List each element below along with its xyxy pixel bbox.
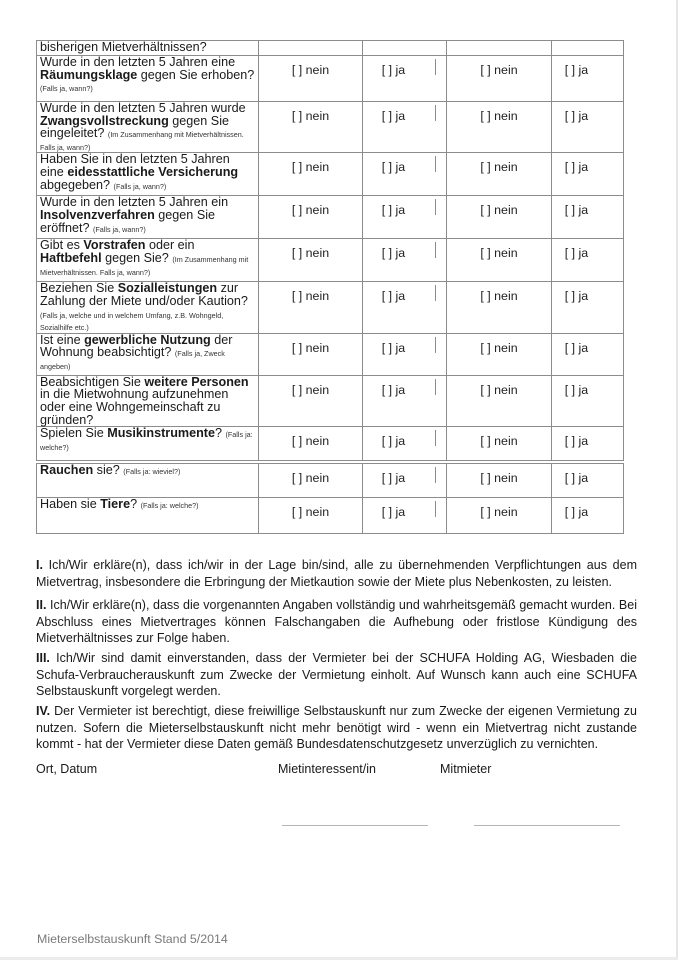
yes-label: [ ] ja	[381, 246, 406, 261]
question-hint: (Falls ja, welche und in welchem Umfang, z.B. Wohngeld, Sozialhilfe etc.)	[40, 310, 224, 333]
question-text	[37, 41, 259, 56]
question-text	[37, 239, 259, 282]
declaration-number: I.	[36, 558, 43, 572]
question-tail: zur Zahlung der Miete und/oder Kaution?	[40, 281, 248, 308]
question-keyword: eidesstattliche Versicherung	[67, 164, 239, 179]
yes-label: [ ] ja	[381, 434, 406, 449]
question-tail: sie?	[93, 463, 120, 477]
yes-label: [ ] ja	[564, 289, 589, 304]
cotenant-no-checkbox[interactable]	[447, 102, 552, 153]
cotenant-yes-checkbox[interactable]	[552, 56, 624, 102]
question-row	[37, 41, 624, 56]
question-hint: (Falls ja: welche?)	[40, 430, 253, 452]
cotenant-yes-checkbox[interactable]	[552, 427, 624, 461]
question-keyword: Räumungsklage	[40, 67, 138, 82]
applicant-no-checkbox[interactable]	[259, 56, 363, 102]
applicant-no-checkbox[interactable]	[259, 239, 363, 282]
yes-label: [ ] ja	[381, 505, 406, 519]
cotenant-no-checkbox[interactable]	[447, 427, 552, 461]
question-keyword: Tiere	[100, 497, 131, 511]
question-tail: gegen Sie?	[101, 250, 169, 265]
no-label: [ ] nein	[291, 63, 330, 77]
question-text	[37, 56, 259, 102]
question-row	[37, 375, 624, 426]
applicant-yes-checkbox[interactable]	[363, 464, 447, 498]
cotenant-no-checkbox[interactable]	[447, 375, 552, 426]
question-lead: Beabsichtigen Sie	[40, 374, 145, 389]
declaration-text: Der Vermieter ist berechtigt, diese freiwillige Selbstauskunft nur zum Zwecke der eigenen Vermietung zu nutzen. Sofern die Mieterselbstauskunft nicht mehr benötigt wird - wenn ein Mietvertrag nicht zustande kommt - hat der Vermieter diese Daten gemäß Bundesdatenschutzgesetz unverzüglich zu vernichten.	[36, 704, 637, 751]
applicant-yes-checkbox[interactable]	[363, 333, 447, 375]
column-tick-divider	[435, 379, 436, 395]
yes-label: [ ] ja	[564, 63, 589, 77]
column-tick-divider	[435, 430, 436, 446]
cotenant-yes-checkbox	[552, 41, 624, 56]
question-row	[37, 333, 624, 375]
applicant-no-checkbox[interactable]	[259, 464, 363, 498]
question-lead: Gibt es	[40, 238, 84, 253]
tenant-label: Mietinteressent/in	[278, 762, 376, 776]
no-label: [ ] nein	[291, 203, 330, 218]
footer-version: Mieterselbstauskunft Stand 5/2014	[37, 932, 228, 946]
no-label: [ ] nein	[480, 382, 518, 397]
cotenant-yes-checkbox[interactable]	[552, 498, 624, 534]
question-tail: abgegeben?	[40, 177, 111, 192]
no-label: [ ] nein	[291, 382, 330, 397]
yes-label: [ ] ja	[381, 63, 406, 77]
applicant-no-checkbox[interactable]	[259, 153, 363, 196]
question-tail: in die Mietwohnung aufzunehmen oder eine Wohngemeinschaft zu gründen?	[40, 387, 229, 427]
cotenant-no-checkbox[interactable]	[447, 153, 552, 196]
question-tail: ?	[215, 426, 223, 441]
applicant-yes-checkbox[interactable]	[363, 56, 447, 102]
question-row	[37, 56, 624, 102]
no-label: [ ] nein	[480, 505, 518, 519]
applicant-no-checkbox[interactable]	[259, 333, 363, 375]
question-hint: (Falls ja, wann?)	[92, 224, 146, 234]
question-text	[37, 498, 259, 534]
applicant-yes-checkbox[interactable]	[363, 282, 447, 333]
no-label: [ ] nein	[291, 471, 330, 485]
declaration-2	[36, 597, 637, 647]
no-label: [ ] nein	[480, 63, 518, 77]
declaration-4	[36, 703, 637, 753]
questionnaire-table	[36, 40, 624, 461]
yes-label: [ ] ja	[381, 203, 406, 218]
cotenant-signature-line[interactable]	[474, 825, 620, 826]
question-row	[37, 239, 624, 282]
yes-label: [ ] ja	[381, 340, 406, 355]
lifestyle-table	[36, 463, 624, 534]
question-lead: Beziehen Sie	[40, 281, 118, 296]
cotenant-yes-checkbox[interactable]	[552, 102, 624, 153]
yes-label: [ ] ja	[564, 434, 589, 449]
no-label: [ ] nein	[480, 160, 518, 175]
declaration-text: Ich/Wir erkläre(n), dass ich/wir in der Lage bin/sind, alle zu übernehmenden Verpflichtungen aus dem Mietvertrag, insbesondere die Erbringung der Mietkaution sowie der Miete plus Nebenkosten, zu leisten.	[36, 558, 637, 589]
question-text	[37, 102, 259, 153]
question-tail: gegen Sie eingeleitet?	[40, 113, 230, 141]
tenant-signature-line[interactable]	[282, 825, 428, 826]
question-row	[37, 102, 624, 153]
applicant-yes-checkbox[interactable]	[363, 375, 447, 426]
question-text	[37, 196, 259, 239]
no-label: [ ] nein	[480, 109, 518, 123]
no-label: [ ] nein	[480, 289, 518, 304]
cotenant-no-checkbox[interactable]	[447, 196, 552, 239]
question-keyword: gewerbliche Nutzung	[84, 332, 211, 347]
cotenant-no-checkbox[interactable]	[447, 333, 552, 375]
question-lead: Wurde in den letzten 5 Jahren eine	[40, 55, 236, 69]
yes-label: [ ] ja	[564, 203, 589, 218]
cotenant-yes-checkbox[interactable]	[552, 333, 624, 375]
declaration-text: Ich/Wir erkläre(n), dass die vorgenannten Angaben vollständig und wahrheitsgemäß gemacht wurden. Bei Abschluss eines Mietvertrages können Falschangaben die Aufhebung oder fristlose Kündigung des Mietverhältnisses zur Folge haben.	[36, 598, 637, 645]
applicant-no-checkbox[interactable]	[259, 196, 363, 239]
declaration-1	[36, 557, 637, 590]
question-lead: Ist eine	[40, 332, 85, 347]
declaration-3	[36, 650, 637, 700]
cotenant-label: Mitmieter	[440, 762, 492, 776]
cotenant-no-checkbox	[447, 41, 552, 56]
question-row	[37, 464, 624, 498]
yes-label: [ ] ja	[381, 109, 406, 123]
question-lead: Wurde in den letzten 5 Jahren ein	[40, 195, 229, 210]
question-tail: ?	[130, 497, 138, 511]
column-tick-divider	[435, 337, 436, 353]
column-tick-divider	[435, 242, 436, 258]
applicant-yes-checkbox[interactable]	[363, 498, 447, 534]
yes-label: [ ] ja	[564, 471, 589, 485]
question-row	[37, 282, 624, 333]
no-label: [ ] nein	[291, 505, 330, 519]
cotenant-yes-checkbox[interactable]	[552, 196, 624, 239]
cotenant-yes-checkbox[interactable]	[552, 282, 624, 333]
cotenant-yes-checkbox[interactable]	[552, 153, 624, 196]
no-label: [ ] nein	[291, 246, 330, 261]
no-label: [ ] nein	[291, 434, 330, 449]
question-tail: gegen Sie eröffnet?	[40, 207, 216, 235]
applicant-yes-checkbox[interactable]	[363, 427, 447, 461]
question-hint: (Falls ja, Zweck angeben)	[40, 349, 225, 371]
applicant-yes-checkbox[interactable]	[363, 153, 447, 196]
no-label: [ ] nein	[480, 434, 518, 449]
question-keyword: Rauchen	[40, 463, 94, 477]
applicant-no-checkbox[interactable]	[259, 375, 363, 426]
question-hint: (Falls ja, wann?)	[113, 181, 167, 191]
yes-label: [ ] ja	[381, 160, 406, 175]
cotenant-yes-checkbox[interactable]	[552, 375, 624, 426]
question-keyword: Zwangsvollstreckung	[40, 113, 169, 128]
question-keyword: Haftbefehl	[40, 250, 102, 265]
question-row	[37, 153, 624, 196]
yes-label: [ ] ja	[564, 246, 589, 261]
question-keyword: Musikinstrumente	[107, 426, 215, 441]
yes-label: [ ] ja	[564, 340, 589, 355]
yes-label: [ ] ja	[564, 382, 589, 397]
no-label: [ ] nein	[480, 340, 518, 355]
question-text	[37, 153, 259, 196]
question-row	[37, 196, 624, 239]
question-lead: bisherigen Mietverhältnissen?	[40, 40, 207, 54]
applicant-yes-checkbox[interactable]	[363, 239, 447, 282]
declaration-number: II.	[36, 598, 47, 612]
question-hint: (Im Zusammenhang mit Mietverhältnissen. Falls ja, wann?)	[40, 130, 244, 152]
question-row	[37, 427, 624, 461]
question-text	[37, 464, 259, 498]
question-lead: Wurde in den letzten 5 Jahren wurde	[40, 101, 246, 115]
no-label: [ ] nein	[291, 289, 330, 304]
question-row	[37, 498, 624, 534]
cotenant-yes-checkbox[interactable]	[552, 464, 624, 498]
question-tail: oder ein	[145, 238, 195, 253]
yes-label: [ ] ja	[564, 160, 589, 175]
column-tick-divider	[435, 467, 436, 483]
declaration-text: Ich/Wir sind damit einverstanden, dass der Vermieter bei der SCHUFA Holding AG, Wiesbaden die Schufa-Verbraucherauskunft zum Zwecke der Vermietung einholt. Auf Wunsch kann auch eine SCHUFA Selbstauskunft vorgelegt werden.	[36, 651, 637, 698]
cotenant-no-checkbox[interactable]	[447, 282, 552, 333]
question-keyword: Insolvenzverfahren	[40, 207, 155, 222]
declaration-number: III.	[36, 651, 50, 665]
applicant-no-checkbox[interactable]	[259, 102, 363, 153]
no-label: [ ] nein	[480, 471, 518, 485]
column-tick-divider	[435, 156, 436, 172]
cotenant-yes-checkbox[interactable]	[552, 239, 624, 282]
question-keyword: weitere Personen	[144, 374, 249, 389]
no-label: [ ] nein	[291, 109, 330, 123]
applicant-yes-checkbox[interactable]	[363, 196, 447, 239]
no-label: [ ] nein	[480, 246, 518, 261]
applicant-yes-checkbox	[363, 41, 447, 56]
applicant-no-checkbox[interactable]	[259, 498, 363, 534]
column-tick-divider	[435, 285, 436, 301]
question-hint: (Falls ja, wann?)	[40, 84, 93, 94]
question-lead: Haben sie	[40, 497, 101, 511]
place-date-label: Ort, Datum	[36, 762, 98, 776]
yes-label: [ ] ja	[564, 505, 589, 519]
question-tail: gegen Sie erhoben?	[137, 67, 255, 82]
cotenant-no-checkbox[interactable]	[447, 239, 552, 282]
yes-label: [ ] ja	[381, 289, 406, 304]
column-tick-divider	[435, 59, 436, 75]
question-hint: (Falls ja: welche?)	[140, 501, 199, 510]
question-lead: Spielen Sie	[40, 426, 108, 441]
question-text	[37, 333, 259, 375]
yes-label: [ ] ja	[381, 382, 406, 397]
applicant-no-checkbox[interactable]	[259, 427, 363, 461]
no-label: [ ] nein	[480, 203, 518, 218]
yes-label: [ ] ja	[564, 109, 589, 123]
yes-label: [ ] ja	[381, 471, 406, 485]
column-tick-divider	[435, 501, 436, 517]
column-tick-divider	[435, 105, 436, 121]
question-keyword: Sozialleistungen	[117, 281, 218, 296]
question-lead: Haben Sie in den letzten 5 Jahren eine	[40, 152, 230, 179]
column-tick-divider	[435, 199, 436, 215]
question-keyword: Vorstrafen	[83, 238, 146, 253]
cotenant-no-checkbox[interactable]	[447, 498, 552, 534]
no-label: [ ] nein	[291, 160, 330, 175]
applicant-no-checkbox	[259, 41, 363, 56]
declaration-number: IV.	[36, 704, 51, 718]
applicant-yes-checkbox[interactable]	[363, 102, 447, 153]
cotenant-no-checkbox[interactable]	[447, 464, 552, 498]
question-hint: (Im Zusammenhang mit Mietverhältnissen. Falls ja, wann?)	[40, 254, 249, 277]
question-hint: (Falls ja: wieviel?)	[123, 467, 181, 476]
question-tail: der Wohnung beabsichtigt?	[40, 332, 233, 360]
applicant-no-checkbox[interactable]	[259, 282, 363, 333]
question-text	[37, 282, 259, 333]
no-label: [ ] nein	[291, 340, 330, 355]
cotenant-no-checkbox[interactable]	[447, 56, 552, 102]
question-text	[37, 427, 259, 461]
question-text	[37, 375, 259, 426]
